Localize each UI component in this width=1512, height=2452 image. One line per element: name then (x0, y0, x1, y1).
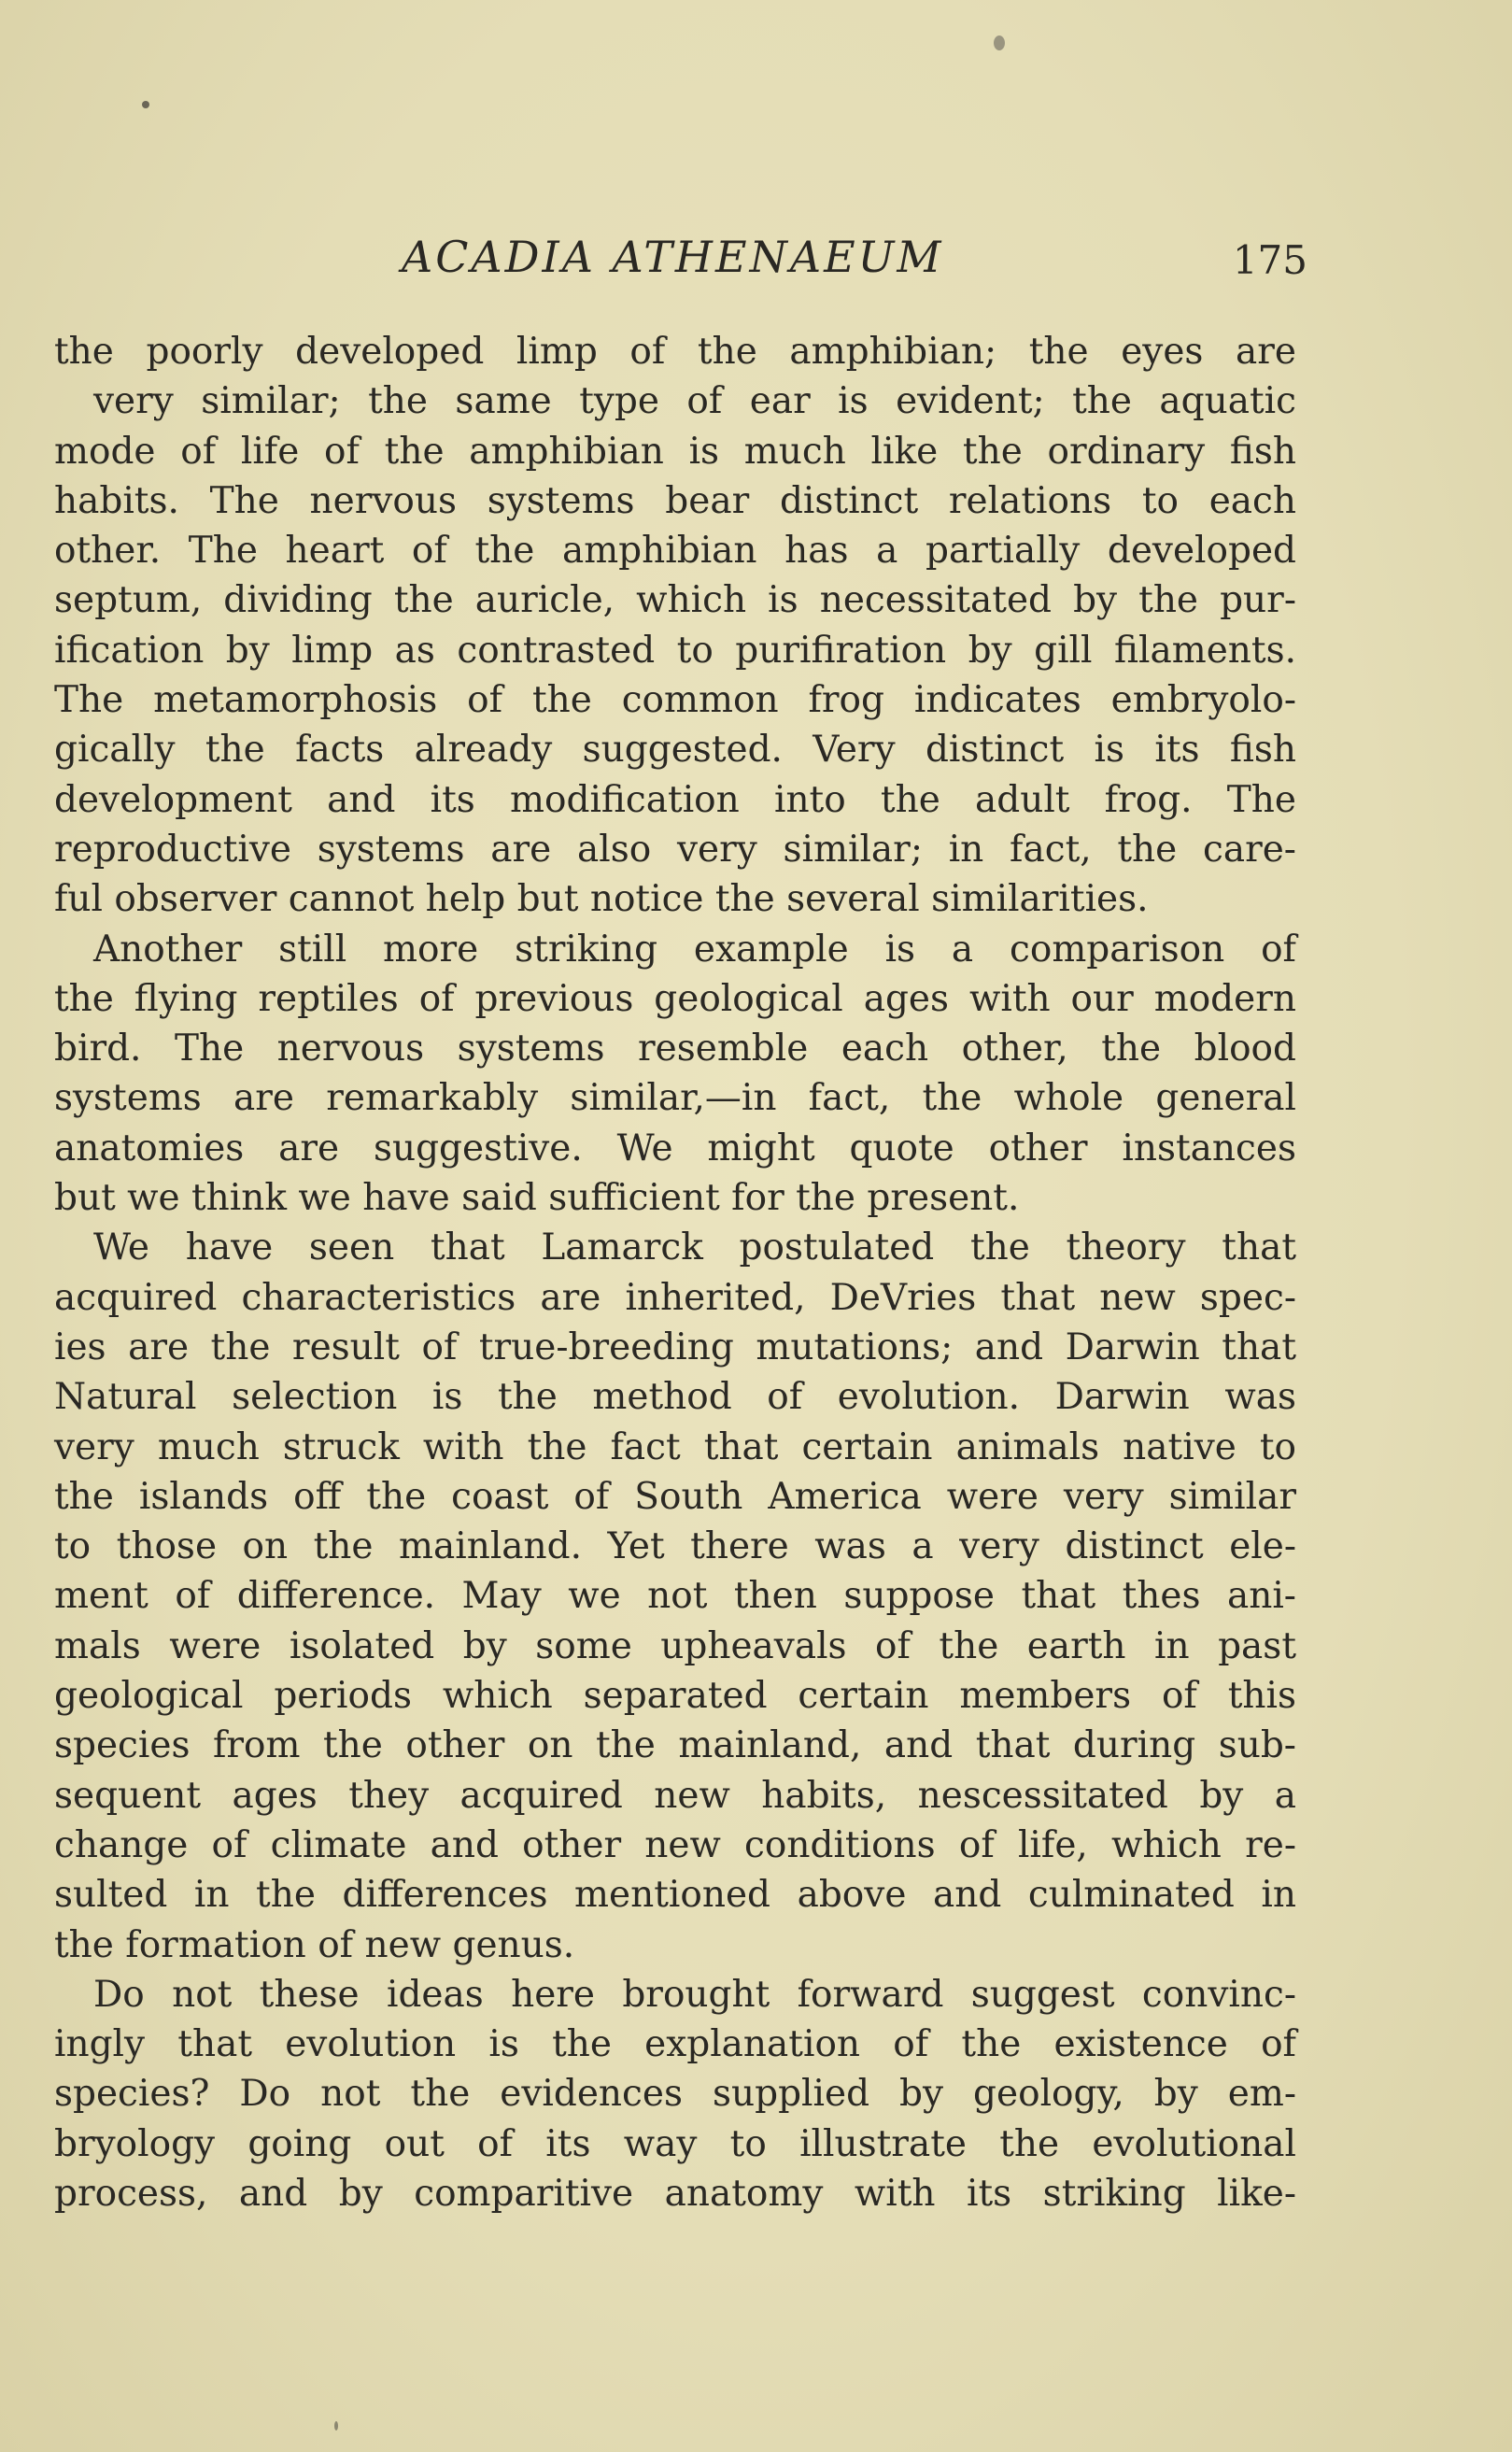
text-line: the islands off the coast of South America were very similar (54, 1475, 1296, 1518)
text-line: systems are remarkably similar,—in fact, the whole general (54, 1077, 1296, 1120)
text-line: reproductive systems are also very similar; in fact, the care- (54, 828, 1296, 871)
text-line: Do not these ideas here brought forward suggest convinc- (93, 1973, 1296, 2016)
article-body (54, 327, 1296, 2218)
text-line: change of climate and other new conditions of life, which re- (54, 1823, 1296, 1866)
text-line: septum, dividing the auricle, which is necessitated by the pur- (54, 579, 1296, 622)
text-line: The metamorphosis of the common frog indicates embryolo- (54, 679, 1296, 722)
text-line: mals were isolated by some upheavals of the earth in past (54, 1624, 1296, 1667)
text-line: gically the facts already suggested. Very distinct is its fish (54, 729, 1296, 772)
text-line: anatomies are suggestive. We might quote other instances (54, 1127, 1296, 1169)
text-line: process, and by comparitive anatomy with its striking like- (54, 2172, 1296, 2215)
text-line: ification by limp as contrasted to purifiration by gill filaments. (54, 629, 1296, 672)
text-line: species? Do not the evidences supplied by geology, by em- (54, 2073, 1296, 2116)
paragraph-3 (54, 1223, 1296, 1969)
ink-speck (334, 2421, 338, 2431)
text-line: to those on the mainland. Yet there was a very distinct ele- (54, 1525, 1296, 1568)
page-header (56, 232, 1307, 288)
text-line: We have seen that Lamarck postulated the theory that (93, 1226, 1296, 1269)
text-line: species from the other on the mainland, and that during sub- (54, 1724, 1296, 1767)
page-number: 175 (1232, 237, 1307, 283)
paragraph-2 (54, 925, 1296, 1224)
text-line: other. The heart of the amphibian has a partially developed (54, 530, 1296, 573)
text-line: the poorly developed limp of the amphibian; the eyes are (54, 331, 1296, 373)
text-line: geological periods which separated certain members of this (54, 1675, 1296, 1718)
text-line: Another still more striking example is a comparison of (93, 928, 1296, 971)
running-title: ACADIA ATHENAEUM (402, 232, 944, 282)
ink-speck (994, 35, 1005, 50)
text-line: the formation of new genus. (54, 1923, 575, 1966)
text-line: bryology going out of its way to illustrate the evolutional (54, 2122, 1296, 2165)
text-line: acquired characteristics are inherited, DeVries that new spec- (54, 1276, 1296, 1319)
text-line: the flying reptiles of previous geological ages with our modern (54, 977, 1296, 1020)
text-line: sequent ages they acquired new habits, nescessitated by a (54, 1774, 1296, 1817)
text-line: sulted in the differences mentioned above and culminated in (54, 1874, 1296, 1917)
text-line: development and its modification into the adult frog. The (54, 778, 1296, 821)
ink-speck (142, 101, 149, 108)
text-line: but we think we have said sufficient for the present. (54, 1177, 1020, 1220)
text-line: ful observer cannot help but notice the several similarities. (54, 878, 1149, 921)
text-line: mode of life of the amphibian is much like the ordinary fish (54, 430, 1296, 473)
text-line: ingly that evolution is the explanation of the existence of (54, 2023, 1296, 2066)
text-line: bird. The nervous systems resemble each other, the blood (54, 1028, 1296, 1070)
paragraph-4 (54, 1970, 1296, 2218)
text-line: ment of difference. May we not then suppose that thes ani- (54, 1575, 1296, 1618)
text-line: ies are the result of true-breeding mutations; and Darwin that (54, 1325, 1296, 1368)
text-line: very similar; the same type of ear is evident; the aquatic (93, 380, 1296, 423)
text-line: habits. The nervous systems bear distinct relations to each (54, 479, 1296, 522)
text-line: Natural selection is the method of evolution. Darwin was (54, 1376, 1296, 1419)
paragraph-1 (54, 327, 1296, 925)
text-line: very much struck with the fact that certain animals native to (54, 1425, 1296, 1468)
